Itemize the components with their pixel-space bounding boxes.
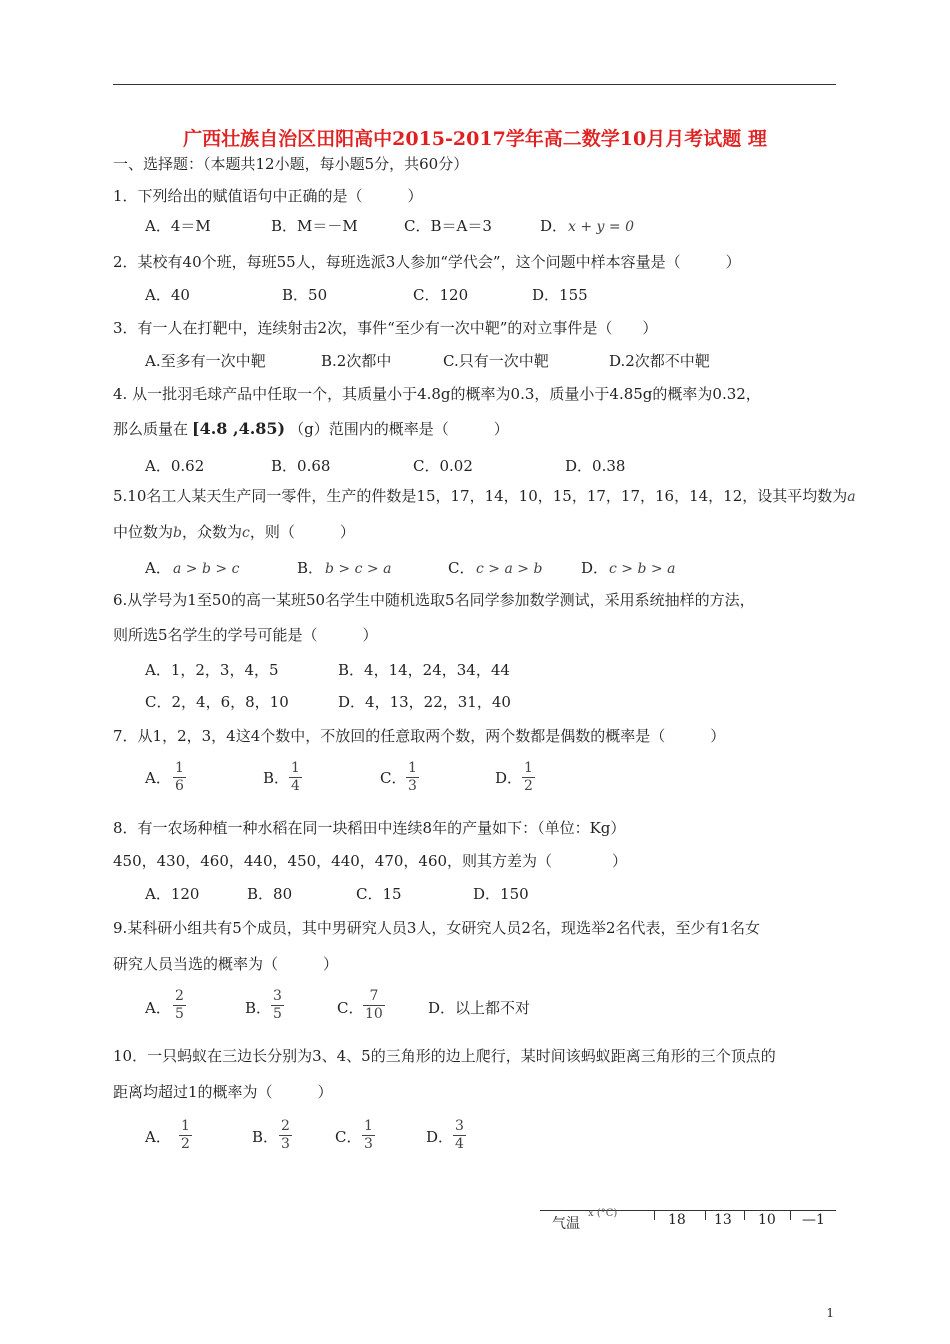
option-a-fraction <box>179 1118 192 1153</box>
table-divider <box>744 1210 745 1220</box>
denominator: 5 <box>175 1006 184 1022</box>
option-c: C．2，4，6，8，10 <box>145 693 289 711</box>
option-c-fraction <box>406 760 419 795</box>
option-c: C． <box>380 769 407 787</box>
option-b: B． <box>263 769 290 787</box>
table-header-label: 气温 <box>552 1216 580 1232</box>
option-b-fraction <box>271 988 284 1023</box>
option-d: D． <box>495 769 523 787</box>
document-title: 广西壮族自治区田阳高中2015-2017学年高二数学10月月考试题 理 <box>183 128 767 150</box>
option-d: D．155 <box>532 286 588 304</box>
question-4-text-a: 那么质量在 <box>113 420 189 438</box>
table-cell: 13 <box>714 1212 732 1228</box>
option-a-fraction <box>173 760 186 795</box>
numerator: 1 <box>364 1118 373 1134</box>
numerator: 1 <box>175 760 184 776</box>
question-4-text-b: （g）范围内的概率是（ ） <box>289 420 509 438</box>
option-a: A． <box>145 559 171 577</box>
numerator: 1 <box>408 760 417 776</box>
question-1-stem: 1．下列给出的赋值语句中正确的是（ ） <box>113 187 423 205</box>
numerator: 7 <box>363 988 385 1006</box>
option-b: B． <box>252 1128 279 1146</box>
table-cell: —1 <box>802 1212 825 1228</box>
option-a: A． <box>145 999 171 1017</box>
table-cell: 18 <box>668 1212 686 1228</box>
option-d: D． <box>581 559 609 577</box>
variable-a: a <box>847 489 856 505</box>
numerator: 1 <box>291 760 300 776</box>
question-8-stem: 8．有一农场种植一种水稻在同一块稻田中连续8年的产量如下：（单位：Kg） <box>113 819 626 837</box>
option-d-fraction <box>522 760 535 795</box>
denominator: 5 <box>273 1006 282 1022</box>
option-a-formula: a > b > c <box>173 561 240 577</box>
option-d: D．4，13，22，31，40 <box>338 693 511 711</box>
option-b: B．80 <box>247 885 293 903</box>
question-8-stem-continued: 450，430，460，440，450，440，470，460，则其方差为（ ） <box>113 852 628 870</box>
denominator: 2 <box>181 1136 190 1152</box>
option-a: A． <box>145 769 171 787</box>
question-5-text-d: ，则（ ） <box>249 523 355 541</box>
question-5-text-b: 中位数为 <box>113 523 174 541</box>
denominator: 3 <box>364 1136 373 1152</box>
question-9-stem: 9.某科研小组共有5个成员，其中男研究人员3人，女研究人员2名，现选举2名代表，至少有1名女 <box>113 919 761 937</box>
numerator: 3 <box>455 1118 464 1134</box>
option-b-fraction <box>279 1118 292 1153</box>
option-d: D.2次都不中靶 <box>609 352 710 370</box>
option-c-formula: c > a > b <box>476 561 543 577</box>
question-2-stem: 2．某校有40个班，每班55人，每班选派3人参加“学代会”，这个问题中样本容量是（ ） <box>113 253 741 271</box>
denominator: 4 <box>291 778 300 794</box>
question-4-stem-continued <box>113 419 509 439</box>
option-c: C．120 <box>413 286 469 304</box>
question-7-stem: 7．从1，2，3，4这4个数中，不放回的任意取两个数，两个数都是偶数的概率是（ ） <box>113 727 726 745</box>
option-c: C．0.02 <box>413 457 473 475</box>
question-10-stem-continued: 距离均超过1的概率为（ ） <box>113 1083 333 1101</box>
variable-b: b <box>173 525 182 541</box>
question-9-stem-continued: 研究人员当选的概率为（ ） <box>113 955 339 973</box>
option-b: B．4，14，24，34，44 <box>338 661 510 679</box>
option-b-fraction <box>289 760 302 795</box>
denominator: 3 <box>281 1136 290 1152</box>
option-a: A． <box>145 1128 171 1146</box>
question-5-text: 5.10名工人某天生产同一零件，生产的件数是15，17，14，10，15，17，17，16，14，12，设其平均数为 <box>113 487 848 505</box>
option-c-fraction <box>362 1118 375 1153</box>
variable-c: c <box>242 525 250 541</box>
option-a: A．0.62 <box>145 457 205 475</box>
numerator: 1 <box>181 1118 190 1134</box>
option-c: C.只有一次中靶 <box>443 352 549 370</box>
option-a: A．40 <box>145 286 190 304</box>
option-b: B．M＝－M <box>271 217 358 235</box>
table-top-border <box>540 1210 836 1211</box>
table-header-unit: x (°C) <box>588 1208 618 1219</box>
denominator: 3 <box>408 778 417 794</box>
page-number: 1 <box>826 1306 834 1320</box>
option-b-formula: b > c > a <box>325 561 392 577</box>
option-d: D．以上都不对 <box>428 999 531 1017</box>
option-b: B． <box>245 999 272 1017</box>
denominator: 10 <box>365 1006 383 1022</box>
option-b: B． <box>297 559 324 577</box>
numerator: 3 <box>273 988 282 1004</box>
option-c: C． <box>335 1128 362 1146</box>
table-divider <box>705 1210 706 1220</box>
header-rule <box>113 84 836 85</box>
question-6-stem: 6.从学号为1至50的高一某班50名学生中随机选取5名同学参加数学测试，采用系统抽样的方法， <box>113 591 755 609</box>
option-c: C． <box>337 999 364 1017</box>
option-c: C． <box>448 559 475 577</box>
option-a: A.至多有一次中靶 <box>145 352 266 370</box>
question-5-text-c: ，众数为 <box>181 523 242 541</box>
question-5-stem-continued <box>113 522 355 543</box>
numerator: 2 <box>281 1118 290 1134</box>
option-d: D． <box>426 1128 454 1146</box>
option-a: A．120 <box>145 885 200 903</box>
option-d-formula: c > b > a <box>609 561 676 577</box>
option-c: C．15 <box>356 885 402 903</box>
option-c: C．B＝A＝3 <box>404 217 492 235</box>
option-d-fraction <box>453 1118 466 1153</box>
question-6-stem-continued: 则所选5名学生的学号可能是（ ） <box>113 626 378 644</box>
option-b: B．0.68 <box>271 457 331 475</box>
option-b: B.2次都中 <box>321 352 392 370</box>
option-a-fraction <box>173 988 186 1023</box>
numerator: 2 <box>175 988 184 1004</box>
question-3-stem: 3．有一人在打靶中，连续射击2次，事件“至少有一次中靶”的对立事件是（ ） <box>113 319 658 337</box>
question-5-stem <box>113 486 856 507</box>
numerator: 1 <box>524 760 533 776</box>
option-c-fraction <box>363 988 385 1023</box>
option-d: D． <box>540 217 568 235</box>
option-d: D．0.38 <box>565 457 626 475</box>
option-d: D．150 <box>473 885 529 903</box>
denominator: 4 <box>455 1136 464 1152</box>
question-4-stem: 4. 从一批羽毛球产品中任取一个，其质量小于4.8g的概率为0.3，质量小于4.85g的概率为0.32， <box>113 385 761 403</box>
table-divider <box>654 1210 655 1220</box>
table-divider <box>790 1210 791 1220</box>
denominator: 6 <box>175 778 184 794</box>
option-a: A．1，2，3，4，5 <box>145 661 279 679</box>
option-d-formula: x + y = 0 <box>568 219 634 235</box>
denominator: 2 <box>524 778 533 794</box>
table-cell: 10 <box>758 1212 776 1228</box>
question-10-stem: 10．一只蚂蚁在三边长分别为3、4、5的三角形的边上爬行，某时间该蚂蚁距离三角形的三个顶点的 <box>113 1047 776 1065</box>
interval-expression: [4.8 ,4.85) <box>192 419 286 438</box>
option-b: B．50 <box>282 286 328 304</box>
option-a: A．4＝M <box>145 217 211 235</box>
section-heading: 一、选择题：（本题共12小题，每小题5分，共60分） <box>113 155 469 173</box>
